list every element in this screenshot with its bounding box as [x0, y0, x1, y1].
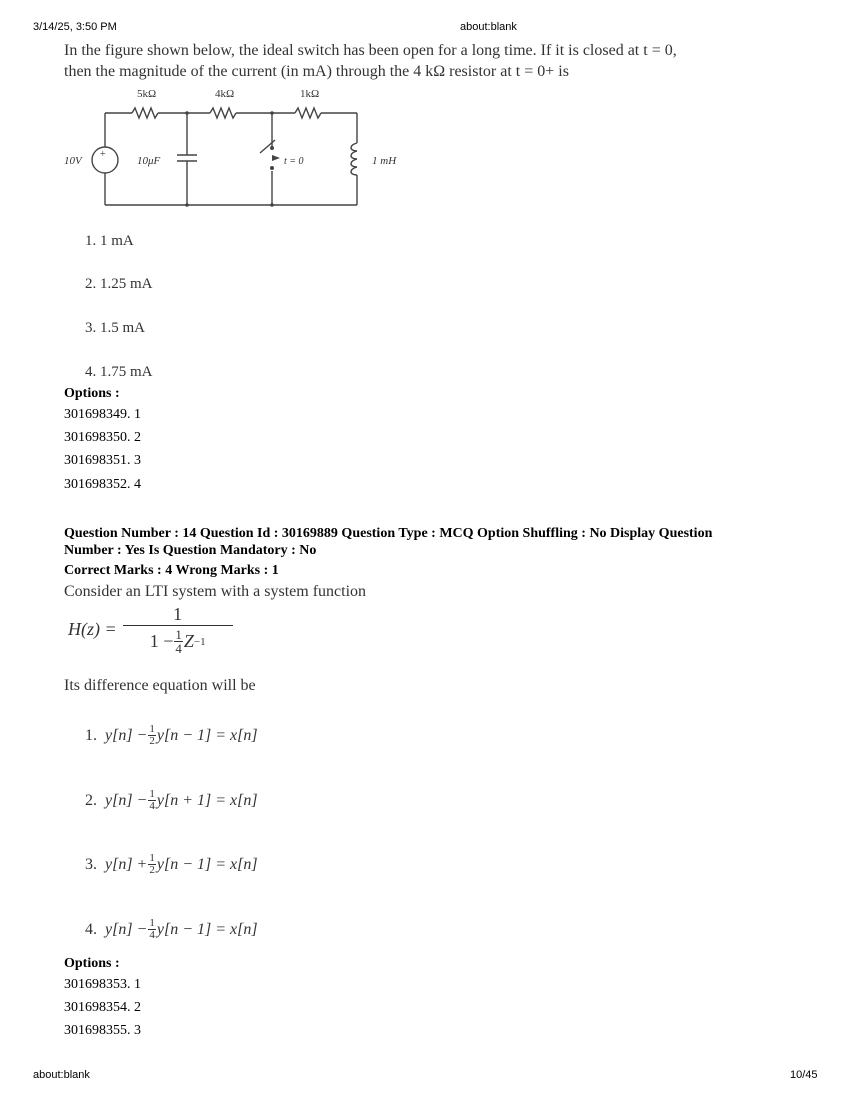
question-13-text: [64, 40, 824, 82]
hz-den-frac-num: 1: [175, 627, 182, 642]
circuit-diagram: [60, 85, 420, 210]
hz-den-post: Z: [183, 631, 194, 651]
q14-choice-2: [85, 789, 258, 812]
print-datetime: 3/14/25, 3:50 PM: [33, 21, 117, 33]
q14-followup: Its difference equation will be: [64, 677, 256, 694]
q14-choice-2-label: 2.: [85, 791, 97, 809]
q14-marks: Correct Marks : 4 Wrong Marks : 1: [64, 563, 279, 578]
q14-choice-3-frac-num: 1: [149, 852, 155, 864]
q14-choice-4: [85, 918, 258, 941]
q14-prompt: Consider an LTI system with a system function: [64, 583, 367, 600]
question-13-line-2: then the magnitude of the current (in mA) through the 4 kΩ resistor at t = 0+ is: [64, 63, 569, 80]
q14-choice-4-label: 4.: [85, 920, 97, 938]
hz-den-exp: −1: [193, 635, 206, 648]
q14-choice-4-post: y[n − 1] = x[n]: [156, 920, 258, 938]
q14-choice-2-frac: [148, 789, 156, 812]
q14-choice-4-pre: y[n] −: [105, 920, 148, 938]
label-r3: 1kΩ: [300, 88, 320, 100]
resistor-1k: [295, 108, 321, 118]
q14-choice-3: [85, 853, 258, 876]
resistor-4k: [210, 108, 236, 118]
hz-lhs: H(z) =: [68, 619, 117, 639]
q14-choice-1: [85, 724, 258, 747]
q13-options-label: Options :: [64, 386, 120, 401]
q14-choice-1-frac-den: 2: [149, 735, 155, 747]
hz-den-frac: [174, 628, 183, 655]
q13-option-id-1: 301698349. 1: [64, 407, 141, 422]
q13-choice-3: 3. 1.5 mA: [85, 320, 145, 336]
q13-option-id-3: 301698351. 3: [64, 453, 141, 468]
q14-option-id-1: 301698353. 1: [64, 977, 141, 992]
q14-transfer-function: [68, 604, 233, 655]
switch-arrow-icon: [272, 155, 280, 161]
q13-option-id-4: 301698352. 4: [64, 477, 141, 492]
q14-choice-2-post: y[n + 1] = x[n]: [156, 791, 258, 809]
q14-choice-3-label: 3.: [85, 855, 97, 873]
q14-option-id-2: 301698354. 2: [64, 1000, 141, 1015]
q14-meta-line-2: Number : Yes Is Question Mandatory : No: [64, 543, 317, 558]
q14-choice-1-post: y[n − 1] = x[n]: [156, 726, 258, 744]
q14-meta-line-1: Question Number : 14 Question Id : 30169889 Question Type : MCQ Option Shuffling : No Display Question: [64, 526, 713, 541]
q13-choice-4: 4. 1.75 mA: [85, 364, 153, 380]
q13-option-id-2: 301698350. 2: [64, 430, 141, 445]
q14-choice-4-frac-num: 1: [149, 917, 155, 929]
q14-choice-1-frac-num: 1: [149, 723, 155, 735]
label-r2: 4kΩ: [215, 88, 235, 100]
hz-den-frac-den: 4: [175, 641, 182, 656]
inductor-coil: [351, 143, 357, 175]
q14-choice-1-frac: [148, 724, 156, 747]
hz-denominator: [150, 626, 206, 655]
q14-choice-1-label: 1.: [85, 726, 97, 744]
hz-den-pre: 1 −: [149, 631, 174, 651]
print-footer-url: about:blank: [33, 1069, 90, 1081]
q14-choice-4-frac: [148, 918, 156, 941]
source-plus-icon: +: [100, 149, 106, 160]
q14-choice-3-frac: [148, 853, 156, 876]
q14-choice-2-frac-num: 1: [149, 788, 155, 800]
q14-choice-2-pre: y[n] −: [105, 791, 148, 809]
q14-choice-4-frac-den: 4: [149, 929, 155, 941]
q14-choice-3-pre: y[n] +: [105, 855, 148, 873]
label-switch: t = 0: [284, 156, 304, 167]
q14-choice-2-frac-den: 4: [149, 800, 155, 812]
hz-fraction: [123, 604, 233, 655]
label-source: 10V: [64, 155, 82, 167]
label-capacitor: 10μF: [137, 155, 161, 167]
q14-option-id-3: 301698355. 3: [64, 1023, 141, 1038]
hz-numerator: 1: [123, 604, 233, 626]
q14-choice-3-frac-den: 2: [149, 864, 155, 876]
label-r1: 5kΩ: [137, 88, 157, 100]
q13-choice-2: 2. 1.25 mA: [85, 276, 153, 292]
print-page-number: 10/45: [790, 1069, 818, 1081]
q13-choice-1: 1. 1 mA: [85, 233, 134, 249]
label-inductor: 1 mH: [372, 155, 397, 167]
q14-choice-1-pre: y[n] −: [105, 726, 148, 744]
q14-choice-3-post: y[n − 1] = x[n]: [156, 855, 258, 873]
q14-options-label: Options :: [64, 956, 120, 971]
question-13-line-1: In the figure shown below, the ideal switch has been open for a long time. If it is closed at t = 0,: [64, 42, 677, 59]
q14-meta: [64, 525, 824, 559]
print-title: about:blank: [460, 21, 517, 33]
resistor-5k: [132, 108, 158, 118]
